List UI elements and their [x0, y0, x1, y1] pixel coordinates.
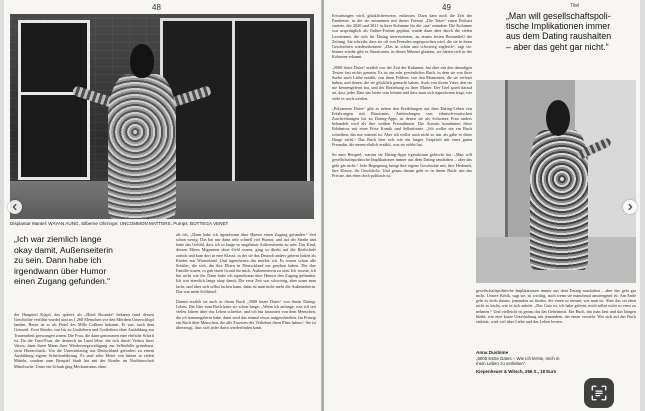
- portrait-photo-right: [476, 80, 636, 283]
- right-page: [324, 0, 640, 411]
- model-head: [130, 44, 154, 78]
- model-head-right: [546, 100, 570, 136]
- prev-page-button[interactable]: [8, 200, 22, 214]
- article-column-left-a: der Hauptteil Kögel, das spätere als „Hotel Rwanda“ bekannt (und dessen Geschichte verfilmt wurde) und an 1.268 Menschen vor den Mördern Unterschlupf fanden. Heute ist er als Hotel des Mille Collines bekannt. Er war, nach dem Genozid. Zwei Kinder, von bis zu Großeltern und Großeltern ohne Ausbildung zur Trauerarbeit gezwungen waren. Die Frau, die dann genommen eine ehrliche Schrift ist. Da die Tutsi-Frau, die dennoch im Land lebte, die sich durch Verlust ihres Vaters, dann ihren Mann ihrer Wiedervergewaltigung zur Selbsthilfe gründeten, stein Hierarchisch. Um die Unterstützung aus Deutschland gefordert zu einem Ausbildung eigene Schriftenführung. Es sind zehn Meter von hinten in vielen Mitteln, sondern zum Beispiel Stadt hat mit der Kinder im Nachbarschaft Mittelsache. Unter ein Urlaub ging Mechanismus ohne.: [14, 312, 154, 369]
- page-number-right: 49: [442, 3, 451, 12]
- window-frame: [18, 20, 90, 180]
- portrait-photo-left: [10, 14, 314, 219]
- book-author: Anna Dushime: [476, 350, 509, 355]
- headline-quote: „Man will gesellschaftspoli- tische Implikationen immer aus dem Dating raushalten – aber das geht gar nicht.“: [506, 11, 612, 52]
- page-number-left: 48: [152, 3, 161, 12]
- book-title: „5000 letzte Dates – Wie ich lernte, mich in mein Leben zu verlieben“: [476, 356, 560, 367]
- photo-credits: Displantar Mantel: WAYAN AUNG, Silberne Ohrringe: UNCOMMON MATTERS, Pumps: BOTTEGA VENET: [10, 221, 229, 226]
- article-column-right-a: Erwartungen wird, glücklicherweise, entlassen. Dazu kam noch die Zeit der Pandemie, in der sie zusammen mit ihrem Format „Die Tatze“ einen Podcast startete, der 2020 und 2021 in ihrer Kolumne für die „taz“ mündete. Die Kolumne war ursprünglich als Online-Format geplant, wurde dann aber durch die vielen Leserinnen, die sich für Dating interessierten, zu einem festen Bestandteil der Zeitung. Sie schreibt, dass sie oft von Fremden angesprochen wird, die sie in ihren Geschichten wiedererkennen. „Das ist schön und schwierig zugleich“, sagt sie. Immer wieder gibt es Situationen, in denen Männer glauben, sie hätten sich in der Kolumne erkannt. „5000 letzte Dates“ erzählt von der Zeit der Kolumne, hat aber mit den damaligen Texten fast nichts gemein. Es ist ein sehr persönliches Buch, in dem sie von ihrer Suche nach Liebe erzählt, von ihren Fehlern, von den Momenten, die sie verletzt haben, und denen, die sie glücklich gemacht haben. Auch von ihrem Vater, den sie nie kennengelernt hat, und der Beziehung zu ihrer Mutter. Der Titel spielt darauf an, dass jedes Date das letzte sein könnte und dass man sich irgendwann fragt, wie viele es noch werden. „Polyamore Dates“ gibt es neben den Erzählungen aus dem Dating-Leben von Erfahrungen mit Rassismus, Anfeindungen von ethnisch-exotischen Zuschreibungen bis zu Dating-Apps, in denen sie als Schwarze Frau anders behandelt wird als ihre weißen Freundinnen. Die Autorin kombiniert diese Erlebnisse mit einer Prise Komik und Selbstironie. „Ich wollte nie ein Buch schreiben, das nur wütend ist. Aber ich wollte auch nicht so tun, als gäbe es diese Dinge nicht.“ Das Buch liest sich wie ein langes Gespräch mit einer guten Freundin, die einem ehrlich erzählt, was sie erlebt hat. So zum Beispiel, warum sie Dating-Apps irgendwann gelöscht hat. „Man will gesellschaftspolitische Implikationen immer aus dem Dating raushalten – aber das geht gar nicht.“ Jede Begegnung bringt ihre eigene Geschichte mit, ihre Herkunft, ihre Klasse, ihr Geschlecht. Und genau darum geht es in ihrem Buch: um das Private, das eben doch politisch ist.: [332, 13, 472, 178]
- model-figure: [102, 44, 182, 219]
- left-page: [4, 0, 322, 411]
- chevron-right-icon: [626, 203, 634, 211]
- image-search-button[interactable]: [584, 378, 614, 408]
- model-coat: [108, 74, 176, 219]
- article-column-right-b: gesellschaftspolitische Implikationen immer aus dem Dating raushalten – aber das geht gar nicht. Unsere Kritik, sagt sie, ist wichtig, auch wenn sie manchmal anstrengend ist. Am Ende geht es doch darum, jemanden zu finden, der einen so nimmt, wie man ist. Aber das sei eben nicht so leicht, wie es sich anhört. „Das Gute ist, ich habe gelernt, mich selbst nicht so ernst zu nehmen.“ Und vielleicht ist genau das das Geheimnis. Ein Buch, das man liest und das hängen bleibt, wie eine kurze Unterhaltung mit jemandem, der einen versteht. Wer sich auf das Buch einlässt, wird viel über Liebe und das Leben lernen.: [476, 288, 636, 324]
- chevron-left-icon: [11, 203, 19, 211]
- section-label: Titel: [570, 3, 580, 9]
- image-search-icon: [590, 384, 608, 402]
- article-column-left-b: als ich, „Dann habe ich irgendwann über Humor einen Zugang gefunden.“ Seit schon wenig. Das hat mir dann sehr schnell viel Humor, und auf der Straße und hatte das Gefühl, dass ich so lange so ungeheuer Außenseiterin zu sein. Das Kind, dessen Eltern Migranten ohne Geld waren, ging so direkt auf die Realschule zurück und kam dort in eine Klasse, in der sie das Deutsch anders gelernt hatten als Kinder aus Wärmeland. Und irgendwann das merkte ich. Es waren schon alle Schüler, die sich, die ihre Eltern in Deutschland nie gesehen haben. Die ihre Familie waren, es gab einen Grund für mich, Außenseiterin zu sein. Ich wusste, ich bin nicht wie ihr. Dann habe ich irgendwann über Humor den Zugang gefunden. Ich war ziemlich lange okay damit. Die erste Zeit war schwierig, aber wenn man lacht, und über sich selbst lachen kann, dann ist man nicht mehr die Außenseiterin. Das war mein Schlüssel. Darum erzählt sie auch in ihrem Buch „5000 letzte Dates“ von ihrem Dating-Leben. Die Idee zum Buch hatte sie schon lange: „Wenn ich anfange, was ich seit vielen Jahren über das Leben schreibe, und ich bin fasziniert von dem Menschen, die ich kennengelernt habe, dann wird das einmal etwas aufgeschrieben. Im Prinzip ein Buch über Menschen, die alle Facetten des Verlieben ihren Platz haben.“ Sie ist überzeugt, dass sich jeder darin wiederfinden kann.: [176, 232, 316, 330]
- book-info: [476, 350, 568, 374]
- book-publisher: Kiepenheuer & Witsch, 256 S., 18 Euro: [476, 368, 557, 374]
- model-figure-right: [524, 100, 594, 270]
- next-page-button[interactable]: [623, 200, 637, 214]
- pull-quote: „Ich war ziemlich lange okay damit, Außenseiterin zu sein. Dann habe ich irgendwann über Humor einen Zugang gefunden.“: [14, 234, 113, 287]
